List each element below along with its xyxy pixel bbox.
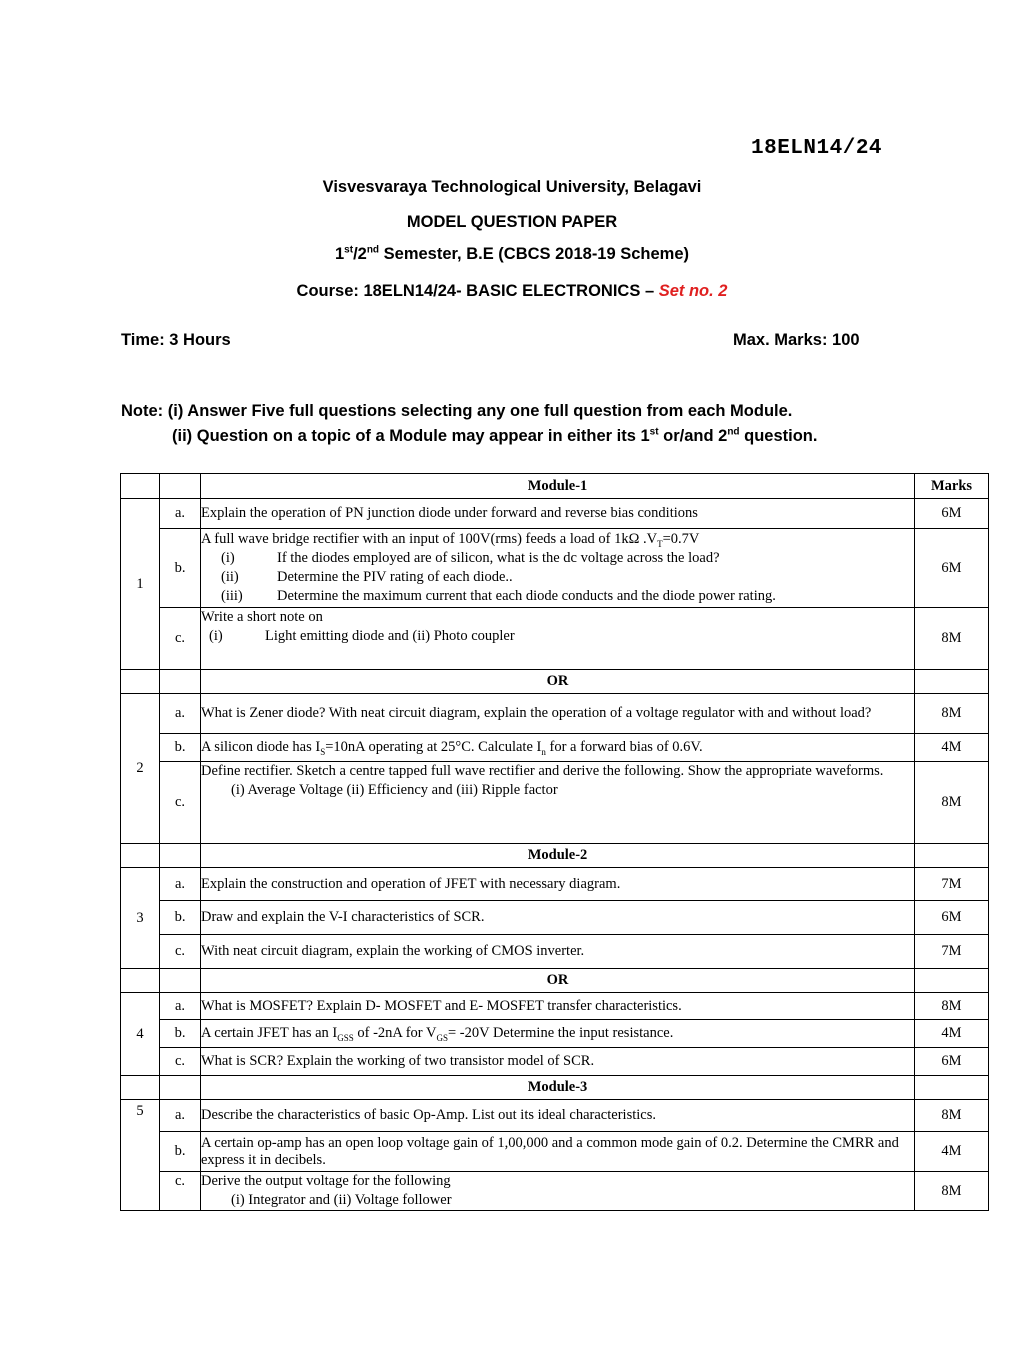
sub-item-text: Determine the PIV rating of each diode..: [277, 569, 513, 585]
marks-value: 8M: [915, 993, 989, 1020]
question-text: With neat circuit diagram, explain the working of CMOS inverter.: [201, 935, 915, 969]
q4b-a: A certain JFET has an I: [201, 1025, 338, 1041]
marks-value: 7M: [915, 935, 989, 969]
empty-cell: [160, 670, 201, 694]
q2b-a: A silicon diode has I: [201, 739, 321, 755]
table-row: [121, 901, 989, 935]
question-number: 2: [121, 694, 160, 844]
table-row: [121, 762, 989, 844]
table-row: [121, 694, 989, 734]
q4b-sub2: GS: [436, 1032, 448, 1043]
question-number: 5: [121, 1100, 160, 1211]
note-2b: or/and 2: [658, 427, 728, 445]
note-line-1: Note: (i) Answer Five full questions selecting any one full question from each Module.: [121, 402, 793, 420]
q4b-b: of -2nA for V: [353, 1025, 437, 1041]
module-2-header-row: [121, 844, 989, 868]
question-text: What is SCR? Explain the working of two transistor model of SCR.: [201, 1048, 915, 1076]
empty-cell: [121, 969, 160, 993]
or-label: OR: [201, 670, 915, 694]
marks-value: 7M: [915, 868, 989, 901]
sub-item-text: Determine the maximum current that each diode conducts and the diode power rating.: [277, 588, 776, 604]
q5c-text: Derive the output voltage for the following: [201, 1173, 451, 1189]
q2b-b: =10nA operating at 25°C. Calculate I: [325, 739, 542, 755]
sub-label: b.: [160, 529, 201, 608]
table-row: [121, 1100, 989, 1132]
marks-value: 4M: [915, 734, 989, 762]
marks-value: 4M: [915, 1020, 989, 1048]
sub-label: a.: [160, 868, 201, 901]
marks-value: 6M: [915, 901, 989, 935]
sub-label: b.: [160, 734, 201, 762]
table-row: [121, 608, 989, 670]
paper-code: 18ELN14/24: [751, 137, 883, 160]
paper-type: MODEL QUESTION PAPER: [406, 213, 618, 231]
sub-label: b.: [160, 901, 201, 935]
question-text: [201, 1020, 915, 1048]
course-line: [0, 282, 1024, 301]
sem-a: 1: [334, 245, 345, 263]
q2c-item: (i) Average Voltage (ii) Efficiency and (iii) Ripple factor: [231, 782, 558, 798]
question-text: Explain the construction and operation of JFET with necessary diagram.: [201, 868, 915, 901]
note-2c: question.: [739, 427, 818, 445]
note-2a: (ii) Question on a topic of a Module may appear in either its 1: [172, 427, 650, 445]
empty-cell: [160, 474, 201, 499]
marks-heading: Marks: [915, 474, 989, 499]
or-row: [121, 670, 989, 694]
roman-numeral: (i): [221, 550, 235, 566]
question-text: [201, 529, 915, 608]
empty-cell: [121, 1076, 160, 1100]
sub-item-text: If the diodes employed are of silicon, what is the dc voltage across the load?: [277, 550, 720, 566]
empty-cell: [915, 969, 989, 993]
marks-value: 4M: [915, 1132, 989, 1172]
empty-cell: [915, 670, 989, 694]
q4b-c: = -20V Determine the input resistance.: [447, 1025, 674, 1041]
sub-item-text: Light emitting diode and (ii) Photo coupler: [265, 628, 515, 644]
empty-cell: [160, 844, 201, 868]
sem-b-sup: nd: [366, 244, 380, 256]
module-3-heading: Module-3: [201, 1076, 915, 1100]
or-row: [121, 969, 989, 993]
empty-cell: [121, 844, 160, 868]
q2b-sub1: S: [320, 746, 326, 757]
question-number: 4: [121, 993, 160, 1076]
sub-label: a.: [160, 499, 201, 529]
table-row: [121, 1020, 989, 1048]
question-text: What is MOSFET? Explain D- MOSFET and E- MOSFET transfer characteristics.: [201, 993, 915, 1020]
table-row: [121, 1172, 989, 1211]
question-text: [201, 734, 915, 762]
marks-value: 8M: [915, 694, 989, 734]
q2b-c: for a forward bias of 0.6V.: [545, 739, 703, 755]
empty-cell: [915, 1076, 989, 1100]
question-text: A certain op-amp has an open loop voltage gain of 1,00,000 and a common mode gain of 0.2. Determine the CMRR and express it in decibels.: [201, 1132, 915, 1172]
note-sup-1: st: [649, 426, 659, 438]
table-row: [121, 868, 989, 901]
table-row: [121, 1048, 989, 1076]
table-row: [121, 499, 989, 529]
roman-numeral: (i): [209, 628, 223, 644]
q4b-sub1: GSS: [337, 1032, 354, 1043]
sub-label: a.: [160, 1100, 201, 1132]
sub-label: b.: [160, 1132, 201, 1172]
sub-label: c.: [160, 935, 201, 969]
question-number: 1: [121, 499, 160, 670]
q1b-sub: T: [657, 538, 663, 549]
course-title: Course: 18ELN14/24- BASIC ELECTRONICS –: [296, 282, 659, 300]
module-1-heading: Module-1: [201, 474, 915, 499]
roman-numeral: (iii): [221, 588, 243, 604]
marks-value: 6M: [915, 529, 989, 608]
marks-value: 6M: [915, 499, 989, 529]
or-label: OR: [201, 969, 915, 993]
question-text: Explain the operation of PN junction diode under forward and reverse bias conditions: [201, 499, 915, 529]
question-table: [120, 473, 989, 1211]
module-1-header-row: [121, 474, 989, 499]
q1b-text-a: A full wave bridge rectifier with an input of 100V(rms) feeds a load of 1kΩ .V: [201, 531, 658, 547]
time-label: Time: 3 Hours: [121, 331, 231, 349]
empty-cell: [121, 474, 160, 499]
table-row: [121, 529, 989, 608]
sem-b: /2: [353, 245, 367, 263]
note-sup-2: nd: [727, 426, 740, 438]
table-row: [121, 935, 989, 969]
sub-label: c.: [160, 1048, 201, 1076]
question-text: [201, 1172, 915, 1211]
q1b-text-b: =0.7V: [662, 531, 700, 547]
table-row: [121, 1132, 989, 1172]
q2b-sub2: n: [541, 746, 546, 757]
sub-label: a.: [160, 694, 201, 734]
empty-cell: [915, 844, 989, 868]
question-number: 3: [121, 868, 160, 969]
university-name: Visvesvaraya Technological University, Belagavi: [322, 178, 702, 196]
marks-value: 8M: [915, 1100, 989, 1132]
marks-value: 6M: [915, 1048, 989, 1076]
table-row: [121, 993, 989, 1020]
sem-a-sup: st: [344, 244, 354, 256]
sem-rest: Semester, B.E (CBCS 2018-19 Scheme): [379, 245, 690, 263]
sub-label: b.: [160, 1020, 201, 1048]
semester-line: [0, 245, 1024, 264]
marks-value: 8M: [915, 762, 989, 844]
empty-cell: [160, 1076, 201, 1100]
question-text: [201, 762, 915, 844]
set-number: Set no. 2: [658, 282, 728, 300]
q5c-item: (i) Integrator and (ii) Voltage follower: [231, 1192, 452, 1208]
module-3-header-row: [121, 1076, 989, 1100]
module-2-heading: Module-2: [201, 844, 915, 868]
empty-cell: [160, 969, 201, 993]
sub-label: c.: [160, 762, 201, 844]
table-row: [121, 734, 989, 762]
marks-value: 8M: [915, 608, 989, 670]
note-line-2: [172, 427, 817, 446]
sub-label: a.: [160, 993, 201, 1020]
sub-label: c.: [160, 1172, 201, 1211]
q2c-text: Define rectifier. Sketch a centre tapped full wave rectifier and derive the following. Show the appropriate waveforms.: [201, 763, 884, 779]
q1c-text: Write a short note on: [201, 609, 323, 625]
sub-label: c.: [160, 608, 201, 670]
roman-numeral: (ii): [221, 569, 239, 585]
question-text: [201, 608, 915, 670]
marks-value: 8M: [915, 1172, 989, 1211]
question-text: Describe the characteristics of basic Op-Amp. List out its ideal characteristics.: [201, 1100, 915, 1132]
question-text: Draw and explain the V-I characteristics of SCR.: [201, 901, 915, 935]
max-marks-label: Max. Marks: 100: [733, 331, 860, 349]
empty-cell: [121, 670, 160, 694]
question-text: What is Zener diode? With neat circuit diagram, explain the operation of a voltage regulator with and without load?: [201, 694, 915, 734]
